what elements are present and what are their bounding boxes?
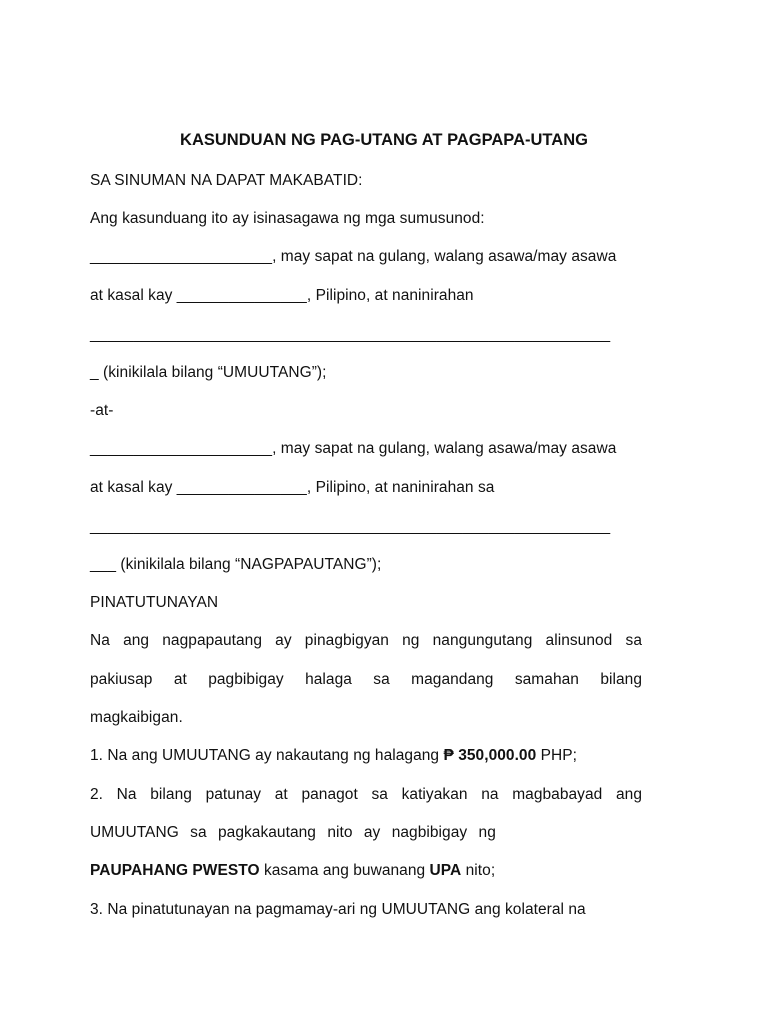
item1-suffix: PHP; — [536, 747, 578, 764]
party2-name-line: _____________________, may sapat na gulang, walang asawa/may asawa — [90, 440, 617, 457]
party2-designation: ___ (kinikilala bilang “NAGPAPAUTANG”); — [90, 556, 382, 573]
salutation: SA SINUMAN NA DAPAT MAKABATID: — [90, 172, 363, 189]
list-item-2-line: UMUUTANG sa pagkakautang nito ay nagbibigay ng — [90, 824, 496, 841]
party1-address-line: ____________________________________________________________ — [90, 326, 611, 343]
paragraph-line: pakiusap at pagbibigay halaga sa magandang samahan bilang — [90, 671, 642, 688]
rent-term: UPA — [429, 862, 462, 879]
party2-address-line: ____________________________________________________________ — [90, 518, 611, 535]
list-item-1 — [90, 746, 577, 766]
item1-prefix: 1. Na ang UMUUTANG ay nakautang ng halagang — [90, 747, 444, 764]
party1-spouse-line: at kasal kay _______________, Pilipino, at naninirahan — [90, 287, 474, 304]
paragraph-line: magkaibigan. — [90, 709, 183, 726]
separator-text: -at- — [90, 402, 114, 419]
paragraph-line: Na ang nagpapautang ay pinagbigyan ng nangungutang alinsunod sa — [90, 632, 642, 649]
intro-text: Ang kasunduang ito ay isinasagawa ng mga sumusunod: — [90, 210, 485, 227]
collateral-term: PAUPAHANG PWESTO — [90, 862, 260, 879]
item2-mid-text: kasama ang buwanang — [259, 862, 430, 879]
loan-amount: ₱ 350,000.00 — [443, 747, 537, 764]
item2-end-text: nito; — [461, 862, 496, 879]
party1-name-line: _____________________, may sapat na gulang, walang asawa/may asawa — [90, 248, 617, 265]
list-item-3-line: 3. Na pinatutunayan na pagmamay-ari ng UMUUTANG ang kolateral na — [90, 901, 586, 918]
list-item-2-line: 2. Na bilang patunay at panagot sa katiyakan na magbabayad ang — [90, 786, 642, 803]
document-title: KASUNDUAN NG PAG-UTANG AT PAGPAPA-UTANG — [180, 131, 588, 149]
list-item-2-line — [90, 861, 495, 881]
party2-spouse-line: at kasal kay _______________, Pilipino, at naninirahan sa — [90, 479, 495, 496]
party1-designation: _ (kinikilala bilang “UMUUTANG”); — [90, 364, 327, 381]
section-heading: PINATUTUNAYAN — [90, 594, 219, 611]
